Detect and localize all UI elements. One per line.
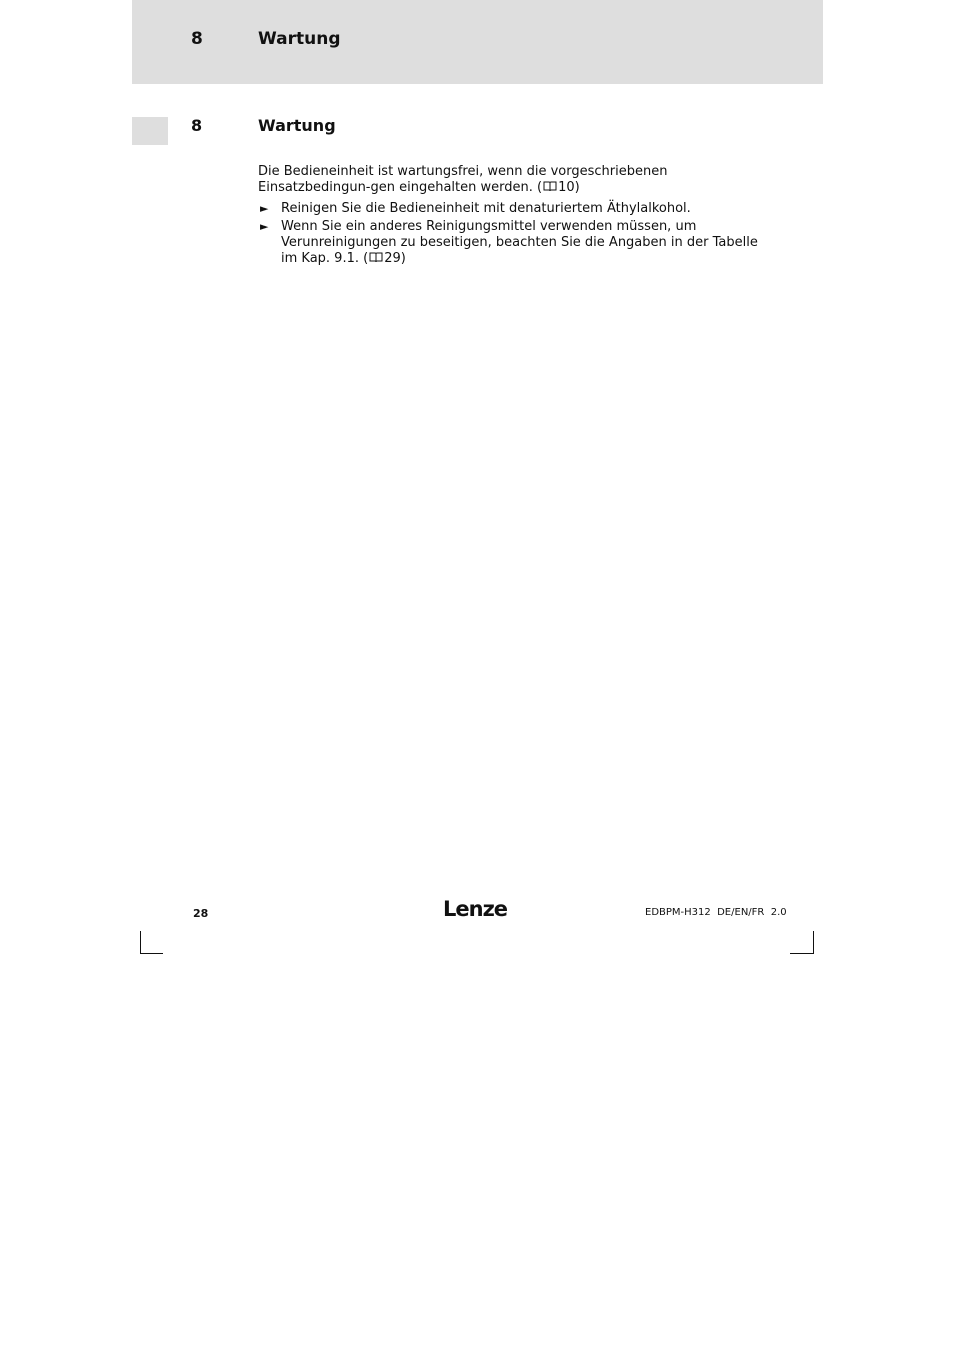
- list-item-text-end: ): [400, 251, 406, 266]
- book-icon: [543, 181, 557, 192]
- list-item: [258, 219, 778, 267]
- page-number: 28: [193, 907, 209, 920]
- chapter-number: 8: [191, 29, 203, 49]
- instruction-list: [258, 201, 778, 267]
- lenze-logo: Lenze: [443, 897, 508, 921]
- book-icon: [369, 252, 383, 263]
- section-body: [258, 164, 778, 269]
- crop-mark-left-horizontal: [140, 953, 163, 954]
- section-number: 8: [191, 116, 203, 135]
- crop-mark-right-horizontal: [790, 953, 814, 954]
- bullet-arrow-icon: ►: [260, 220, 269, 233]
- section-title: Wartung: [258, 116, 336, 135]
- intro-paragraph: [258, 164, 778, 196]
- intro-page-reference[interactable]: 10: [558, 180, 575, 195]
- section-marker: [132, 117, 168, 145]
- intro-text-end: ): [574, 180, 580, 195]
- chapter-title: Wartung: [258, 29, 341, 49]
- list-item-text: Reinigen Sie die Bedieneinheit mit denaturiertem Äthylalkohol.: [281, 201, 691, 216]
- list-item-text: Wenn Sie ein anderes Reinigungsmittel verwenden müssen, um Verunreinigungen zu beseitigen, beachten Sie die Angaben in der Tabelle im Kap. 9.1. (: [281, 219, 758, 266]
- list-item-page-reference[interactable]: 29: [384, 251, 401, 266]
- document-code: EDBPM-H312 DE/EN/FR 2.0: [645, 907, 787, 918]
- crop-mark-left-vertical: [140, 931, 141, 954]
- bullet-arrow-icon: ►: [260, 202, 269, 215]
- intro-text: Die Bedieneinheit ist wartungsfrei, wenn die vorgeschriebenen Einsatzbedingun-gen eingehalten werden. (: [258, 164, 668, 195]
- crop-mark-right-vertical: [813, 931, 814, 954]
- list-item: [258, 201, 778, 217]
- chapter-header-band: [132, 0, 823, 84]
